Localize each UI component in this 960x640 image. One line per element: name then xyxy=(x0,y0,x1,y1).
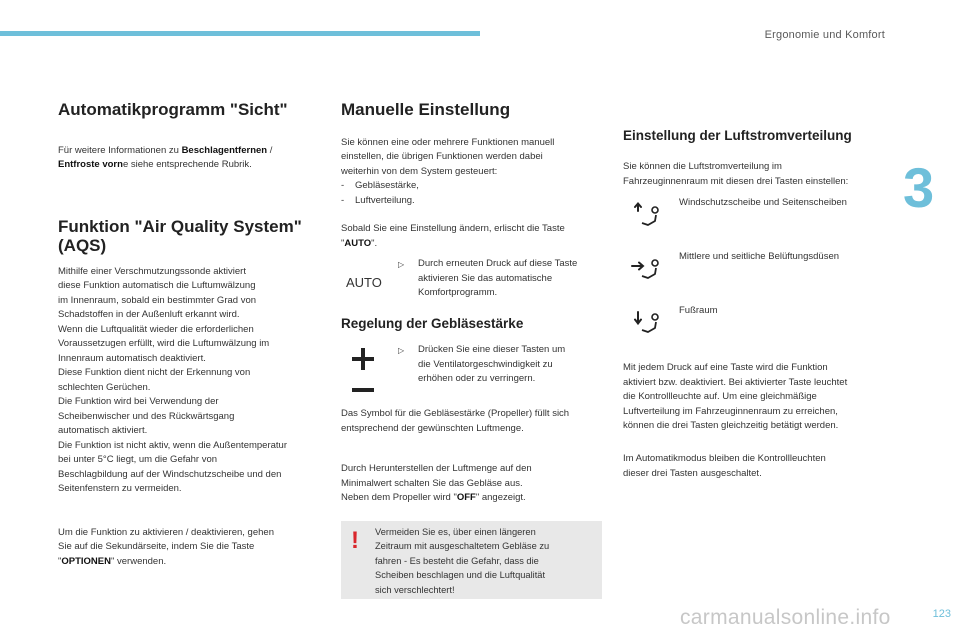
fan-off-paragraph: Durch Herunterstellen der Luftmenge auf den Minimalwert schalten Sie das Gebläse aus. Neben dem Propeller wird "OFF" angezeigt. xyxy=(341,463,532,503)
airflow-auto-paragraph: Im Automatikmodus bleiben die Kontrollleuchten dieser drei Tasten ausgeschaltet. xyxy=(623,453,826,479)
page-number: 123 xyxy=(932,608,951,620)
airflow-feet-label: Fußraum xyxy=(679,305,718,316)
aqs-body: Mithilfe einer Verschmutzungssonde aktiviert diese Funktion automatisch die Luftumwälzung im Innenraum, sobald ein bestimmter Grad von Schadstoffen in der Außenluft erkannt wird. Wenn die Luftqualität wieder die erforderlichen Voraussetzugen erfüllt, wird die Luftumwälzung im Innenraum automatisch deaktiviert. Diese Funktion dient nicht der Erkennung von schlechten Gerüchen. Die Funktion wird bei Verwendung der Scheibenwischer und des Rückwärtsgang automatisch aktiviert. Die Funktion ist nicht aktiv, wenn die Außentemperatur bei unter 5°C liegt, um die Gefahr von Beschlagbildung auf der Windschutzscheibe und den Seitenfenstern zu vermeiden. xyxy=(58,265,287,495)
bullet-marker-icon: ▷ xyxy=(398,260,405,269)
airflow-windscreen-icon xyxy=(630,201,660,233)
sicht-heading: Automatikprogramm "Sicht" xyxy=(58,100,288,119)
watermark: carmanualsonline.info xyxy=(680,606,891,629)
aqs-activate-paragraph: Um die Funktion zu aktivieren / deaktivieren, gehen Sie auf die Sekundärseite, indem Sie die Taste "OPTIONEN" verwenden. xyxy=(58,526,274,567)
airflow-feet-icon xyxy=(630,308,660,340)
fan-description: Drücken Sie eine dieser Tasten um die Ventilatorgeschwindigkeit zu erhöhen oder zu verringern. xyxy=(418,344,566,384)
fan-heading: Regelung der Gebläsestärke xyxy=(341,316,524,331)
airflow-windscreen-label: Windschutzscheibe und Seitenscheiben xyxy=(679,197,847,208)
fan-symbol-paragraph: Das Symbol für die Gebläsestärke (Propeller) füllt sich entsprechend der gewünschten Luftmenge. xyxy=(341,408,570,434)
manual-list xyxy=(341,179,603,208)
column-left xyxy=(58,100,322,569)
airflow-vents-label: Mittlere und seitliche Belüftungsdüsen xyxy=(679,251,840,262)
airflow-press-paragraph: Mit jedem Druck auf eine Taste wird die Funktion aktiviert bzw. deaktiviert. Bei aktivierter Taste leuchtet die Kontrollleuchte auf. Um eine gleichmäßige Luftverteilung im Fahrzeuginnenraum zu erreichen, können die drei Tasten gleichzeitig betätigt werden. xyxy=(623,362,848,431)
top-accent-bar xyxy=(0,31,480,36)
warning-box xyxy=(341,521,602,599)
aqs-heading: Funktion "Air Quality System" (AQS) xyxy=(58,216,302,256)
fan-decrease-icon xyxy=(352,388,374,392)
airflow-heading: Einstellung der Luftstromverteilung xyxy=(623,128,852,143)
column-middle xyxy=(341,100,603,251)
list-item: - Luftverteilung. xyxy=(341,194,603,209)
manual-intro: Sie können eine oder mehrere Funktionen manuell einstellen, die übrigen Funktionen werden dabei weiterhin von dem System gesteuert: xyxy=(341,136,555,177)
sicht-paragraph: Für weitere Informationen zu Beschlagentfernen / Entfroste vorne siehe entsprechende Rubrik. xyxy=(58,144,273,171)
list-item: - Gebläsestärke, xyxy=(341,179,603,194)
chapter-number: 3 xyxy=(903,156,935,219)
column-right xyxy=(623,128,887,189)
bullet-marker-icon: ▷ xyxy=(398,346,405,355)
manual-change-paragraph: Sobald Sie eine Einstellung ändern, erlischt die Taste "AUTO". xyxy=(341,223,565,249)
warning-text: Vermeiden Sie es, über einen längeren Zeitraum mit ausgeschaltetem Gebläse zu fahren - Es besteht die Gefahr, dass die Scheiben beschlagen und die Luftqualität sich verschlechtert! xyxy=(375,527,550,595)
warning-icon: ! xyxy=(351,527,359,554)
airflow-intro: Sie können die Luftstromverteilung im Fahrzeuginnenraum mit diesen drei Tasten einstellen: xyxy=(623,161,849,187)
section-header: Ergonomie und Komfort xyxy=(764,29,885,41)
auto-description: Durch erneuten Druck auf diese Taste aktivieren Sie das automatische Komfortprogramm. xyxy=(418,258,578,298)
airflow-vents-icon xyxy=(630,254,660,286)
auto-button-icon: AUTO xyxy=(346,275,382,290)
manual-heading: Manuelle Einstellung xyxy=(341,100,511,119)
